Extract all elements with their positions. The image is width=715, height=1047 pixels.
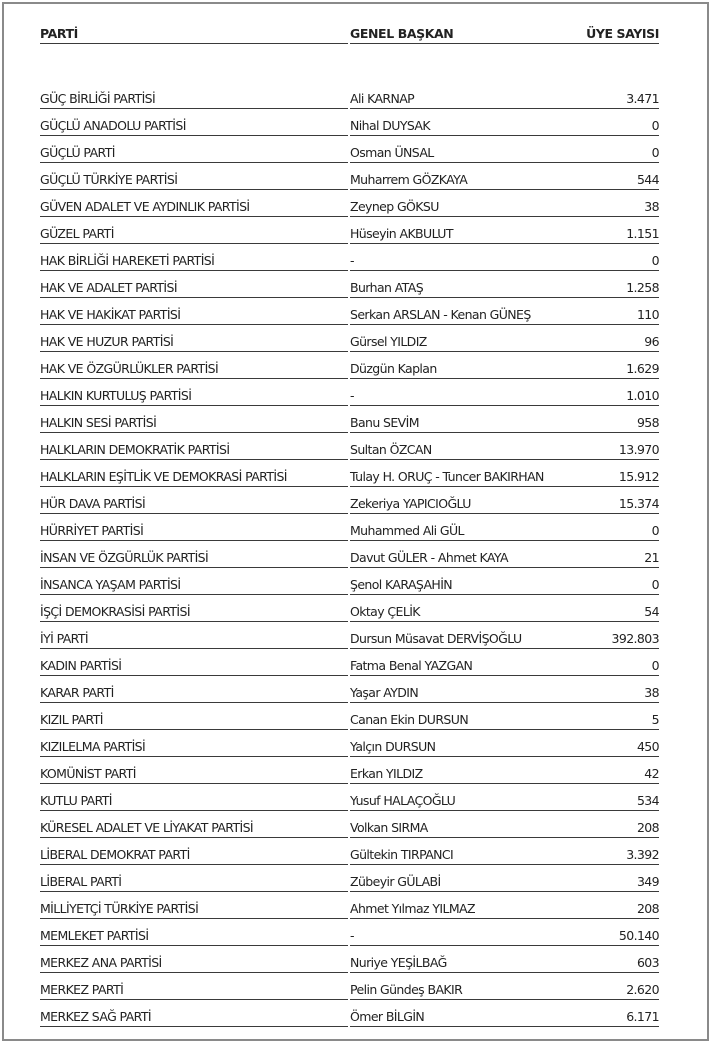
members-cell: 1.151 bbox=[626, 226, 659, 241]
chairman-cell: Yusuf HALAÇOĞLU bbox=[350, 793, 456, 808]
party-cell: MERKEZ PARTİ bbox=[40, 982, 124, 997]
party-cell: HAK VE ADALET PARTİSİ bbox=[40, 280, 177, 295]
chairman-cell: Oktay ÇELİK bbox=[350, 604, 420, 619]
party-cell: HÜR DAVA PARTİSİ bbox=[40, 496, 146, 511]
party-cell: KIZILELMA PARTİSİ bbox=[40, 739, 146, 754]
table-row bbox=[40, 217, 659, 244]
chairman-cell: Tulay H. ORUÇ - Tuncer BAKIRHAN bbox=[350, 469, 544, 484]
table-row bbox=[40, 568, 659, 595]
party-cell: İYİ PARTİ bbox=[40, 631, 88, 646]
row-underline-party bbox=[40, 1026, 348, 1027]
members-cell: 544 bbox=[636, 172, 659, 187]
chairman-cell: Zübeyir GÜLABİ bbox=[350, 874, 441, 889]
members-cell: 13.970 bbox=[618, 442, 659, 457]
header-chairman: GENEL BAŞKAN bbox=[350, 26, 454, 41]
party-cell: GÜÇ BİRLİĞİ PARTİSİ bbox=[40, 91, 156, 106]
party-cell: İNSAN VE ÖZGÜRLÜK PARTİSİ bbox=[40, 550, 209, 565]
table-row bbox=[40, 379, 659, 406]
chairman-cell: Gürsel YILDIZ bbox=[350, 334, 427, 349]
table-row bbox=[40, 298, 659, 325]
table-row bbox=[40, 460, 659, 487]
party-cell: KARAR PARTİ bbox=[40, 685, 114, 700]
party-cell: MERKEZ SAĞ PARTİ bbox=[40, 1009, 151, 1024]
members-cell: 349 bbox=[636, 874, 659, 889]
members-cell: 208 bbox=[636, 820, 659, 835]
header-underline-right bbox=[350, 43, 659, 44]
chairman-cell: Davut GÜLER - Ahmet KAYA bbox=[350, 550, 508, 565]
party-cell: GÜÇLÜ PARTİ bbox=[40, 145, 115, 160]
table-body bbox=[40, 82, 659, 1027]
party-cell: HÜRRİYET PARTİSİ bbox=[40, 523, 144, 538]
members-cell: 1.258 bbox=[626, 280, 659, 295]
table-row bbox=[40, 190, 659, 217]
table-row bbox=[40, 784, 659, 811]
chairman-cell: Canan Ekin DURSUN bbox=[350, 712, 469, 727]
members-cell: 3.471 bbox=[626, 91, 659, 106]
table-row bbox=[40, 136, 659, 163]
row-underline-right bbox=[350, 1026, 659, 1027]
party-cell: HAK VE ÖZGÜRLÜKLER PARTİSİ bbox=[40, 361, 219, 376]
members-cell: 15.912 bbox=[618, 469, 659, 484]
party-cell: HALKIN SESİ PARTİSİ bbox=[40, 415, 157, 430]
table-row bbox=[40, 973, 659, 1000]
party-cell: KADIN PARTİSİ bbox=[40, 658, 122, 673]
members-cell: 96 bbox=[644, 334, 659, 349]
table-row bbox=[40, 109, 659, 136]
chairman-cell: Zeynep GÖKSU bbox=[350, 199, 439, 214]
members-cell: 15.374 bbox=[618, 496, 659, 511]
table-row bbox=[40, 352, 659, 379]
members-cell: 1.010 bbox=[626, 388, 659, 403]
table-header bbox=[40, 24, 659, 44]
chairman-cell: Burhan ATAŞ bbox=[350, 280, 424, 295]
party-cell: MEMLEKET PARTİSİ bbox=[40, 928, 149, 943]
members-cell: 5 bbox=[651, 712, 659, 727]
members-cell: 42 bbox=[644, 766, 659, 781]
chairman-cell: Şenol KARAŞAHİN bbox=[350, 577, 453, 592]
chairman-cell: Sultan ÖZCAN bbox=[350, 442, 432, 457]
table-row bbox=[40, 757, 659, 784]
members-cell: 38 bbox=[644, 685, 659, 700]
members-cell: 38 bbox=[644, 199, 659, 214]
members-cell: 0 bbox=[651, 658, 659, 673]
members-cell: 208 bbox=[636, 901, 659, 916]
chairman-cell: Gültekin TIRPANCI bbox=[350, 847, 454, 862]
chairman-cell: Volkan SIRMA bbox=[350, 820, 428, 835]
table-row bbox=[40, 163, 659, 190]
party-cell: LİBERAL DEMOKRAT PARTİ bbox=[40, 847, 190, 862]
party-cell: HAK BİRLİĞİ HAREKETİ PARTİSİ bbox=[40, 253, 215, 268]
chairman-cell: Erkan YILDIZ bbox=[350, 766, 423, 781]
chairman-cell: Yaşar AYDIN bbox=[350, 685, 419, 700]
table-row bbox=[40, 919, 659, 946]
chairman-cell: - bbox=[350, 253, 354, 268]
table-row bbox=[40, 433, 659, 460]
members-cell: 0 bbox=[651, 577, 659, 592]
chairman-cell: Nuriye YEŞİLBAĞ bbox=[350, 955, 447, 970]
members-cell: 1.629 bbox=[626, 361, 659, 376]
chairman-cell: Dursun Müsavat DERVİŞOĞLU bbox=[350, 631, 522, 646]
party-cell: İNSANCA YAŞAM PARTİSİ bbox=[40, 577, 181, 592]
members-cell: 3.392 bbox=[626, 847, 659, 862]
chairman-cell: Serkan ARSLAN - Kenan GÜNEŞ bbox=[350, 307, 531, 322]
table-row bbox=[40, 649, 659, 676]
party-cell: HALKLARIN DEMOKRATİK PARTİSİ bbox=[40, 442, 230, 457]
chairman-cell: Osman ÜNSAL bbox=[350, 145, 434, 160]
table-row bbox=[40, 1000, 659, 1027]
table-row bbox=[40, 946, 659, 973]
chairman-cell: Muharrem GÖZKAYA bbox=[350, 172, 468, 187]
table-row bbox=[40, 271, 659, 298]
party-cell: LİBERAL PARTİ bbox=[40, 874, 122, 889]
chairman-cell: Fatma Benal YAZGAN bbox=[350, 658, 473, 673]
party-cell: MİLLİYETÇİ TÜRKİYE PARTİSİ bbox=[40, 901, 199, 916]
table-row bbox=[40, 514, 659, 541]
members-cell: 603 bbox=[636, 955, 659, 970]
table-row bbox=[40, 487, 659, 514]
chairman-cell: Ali KARNAP bbox=[350, 91, 415, 106]
members-cell: 0 bbox=[651, 523, 659, 538]
chairman-cell: Muhammed Ali GÜL bbox=[350, 523, 464, 538]
chairman-cell: Hüseyin AKBULUT bbox=[350, 226, 453, 241]
party-table bbox=[40, 24, 659, 1027]
party-cell: GÜÇLÜ ANADOLU PARTİSİ bbox=[40, 118, 186, 133]
party-cell: HALKLARIN EŞİTLİK VE DEMOKRASİ PARTİSİ bbox=[40, 469, 287, 484]
table-row bbox=[40, 838, 659, 865]
chairman-cell: - bbox=[350, 388, 354, 403]
table-row bbox=[40, 892, 659, 919]
chairman-cell: Düzgün Kaplan bbox=[350, 361, 437, 376]
members-cell: 534 bbox=[636, 793, 659, 808]
party-cell: MERKEZ ANA PARTİSİ bbox=[40, 955, 162, 970]
members-cell: 0 bbox=[651, 145, 659, 160]
chairman-cell: Ahmet Yılmaz YILMAZ bbox=[350, 901, 475, 916]
table-row bbox=[40, 703, 659, 730]
table-row bbox=[40, 244, 659, 271]
chairman-cell: Banu SEVİM bbox=[350, 415, 419, 430]
chairman-cell: Nihal DUYSAK bbox=[350, 118, 430, 133]
party-cell: KOMÜNİST PARTİ bbox=[40, 766, 136, 781]
members-cell: 0 bbox=[651, 253, 659, 268]
chairman-cell: Zekeriya YAPICIOĞLU bbox=[350, 496, 471, 511]
table-row bbox=[40, 811, 659, 838]
table-row bbox=[40, 541, 659, 568]
members-cell: 392.803 bbox=[611, 631, 659, 646]
party-cell: KÜRESEL ADALET VE LİYAKAT PARTİSİ bbox=[40, 820, 254, 835]
table-row bbox=[40, 865, 659, 892]
table-row bbox=[40, 595, 659, 622]
party-cell: GÜVEN ADALET VE AYDINLIK PARTİSİ bbox=[40, 199, 250, 214]
members-cell: 54 bbox=[644, 604, 659, 619]
header-underline-party bbox=[40, 43, 348, 44]
members-cell: 110 bbox=[636, 307, 659, 322]
table-row bbox=[40, 676, 659, 703]
party-cell: KUTLU PARTİ bbox=[40, 793, 112, 808]
table-row bbox=[40, 406, 659, 433]
header-members: ÜYE SAYISI bbox=[586, 26, 659, 41]
party-cell: HALKIN KURTULUŞ PARTİSİ bbox=[40, 388, 192, 403]
members-cell: 21 bbox=[644, 550, 659, 565]
table-row bbox=[40, 730, 659, 757]
members-cell: 6.171 bbox=[626, 1009, 659, 1024]
members-cell: 450 bbox=[636, 739, 659, 754]
party-cell: İŞÇİ DEMOKRASİSİ PARTİSİ bbox=[40, 604, 190, 619]
chairman-cell: Ömer BİLGİN bbox=[350, 1009, 425, 1024]
party-cell: GÜÇLÜ TÜRKİYE PARTİSİ bbox=[40, 172, 178, 187]
members-cell: 2.620 bbox=[626, 982, 659, 997]
members-cell: 50.140 bbox=[618, 928, 659, 943]
party-cell: HAK VE HAKİKAT PARTİSİ bbox=[40, 307, 181, 322]
party-cell: GÜZEL PARTİ bbox=[40, 226, 114, 241]
chairman-cell: Pelin Gündeş BAKIR bbox=[350, 982, 463, 997]
table-row bbox=[40, 82, 659, 109]
table-row bbox=[40, 325, 659, 352]
party-cell: HAK VE HUZUR PARTİSİ bbox=[40, 334, 174, 349]
chairman-cell: Yalçın DURSUN bbox=[350, 739, 436, 754]
members-cell: 0 bbox=[651, 118, 659, 133]
party-cell: KIZIL PARTİ bbox=[40, 712, 103, 727]
chairman-cell: - bbox=[350, 928, 354, 943]
members-cell: 958 bbox=[636, 415, 659, 430]
header-party: PARTİ bbox=[40, 26, 78, 41]
table-row bbox=[40, 622, 659, 649]
